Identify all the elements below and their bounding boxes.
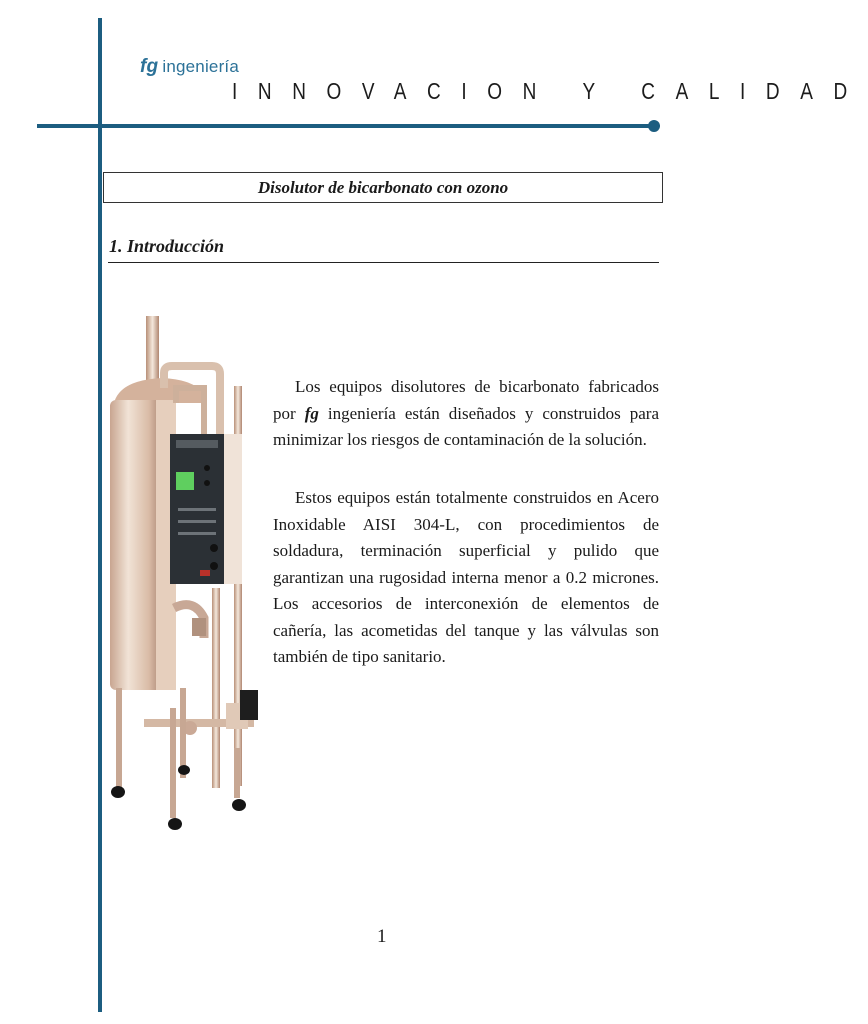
equipment-photo — [104, 308, 272, 838]
brand-logo — [140, 56, 239, 78]
header-tagline: INNOVACION Y CALIDAD — [232, 80, 868, 106]
page-number: 1 — [377, 926, 387, 947]
document-title: Disolutor de bicarbonato con ozono — [257, 177, 509, 197]
header-horizontal-rule — [37, 124, 654, 128]
brand-mark: fg — [140, 56, 159, 77]
intro-paragraph-1 — [273, 374, 659, 454]
section-heading: 1. Introducción — [109, 236, 225, 256]
inline-brand-mark: fg — [304, 403, 319, 423]
section-underline — [108, 262, 659, 263]
left-vertical-rule — [98, 18, 102, 1012]
header-rule-end-dot — [648, 120, 660, 132]
paragraph1-text-start: Los equipos disolutores de bicarbonato fabricados por — [273, 377, 659, 423]
paragraph1-text-end: ingeniería están diseñados y construidos para minimizar los riesgos de contaminación de la solución. — [273, 403, 660, 449]
intro-paragraph-2: Estos equipos están totalmente construidos en Acero Inoxidable AISI 304-L, con procedimientos de soldadura, terminación superficial y pulido que garantizan una rugosidad interna menor a 0.2 micrones. Los accesorios de interconexión de elementos de cañería, las acometidas del tanque y las válvulas son también de tipo sanitario. — [273, 488, 659, 666]
brand-name: ingeniería — [162, 57, 240, 76]
document-title-box — [103, 172, 663, 203]
